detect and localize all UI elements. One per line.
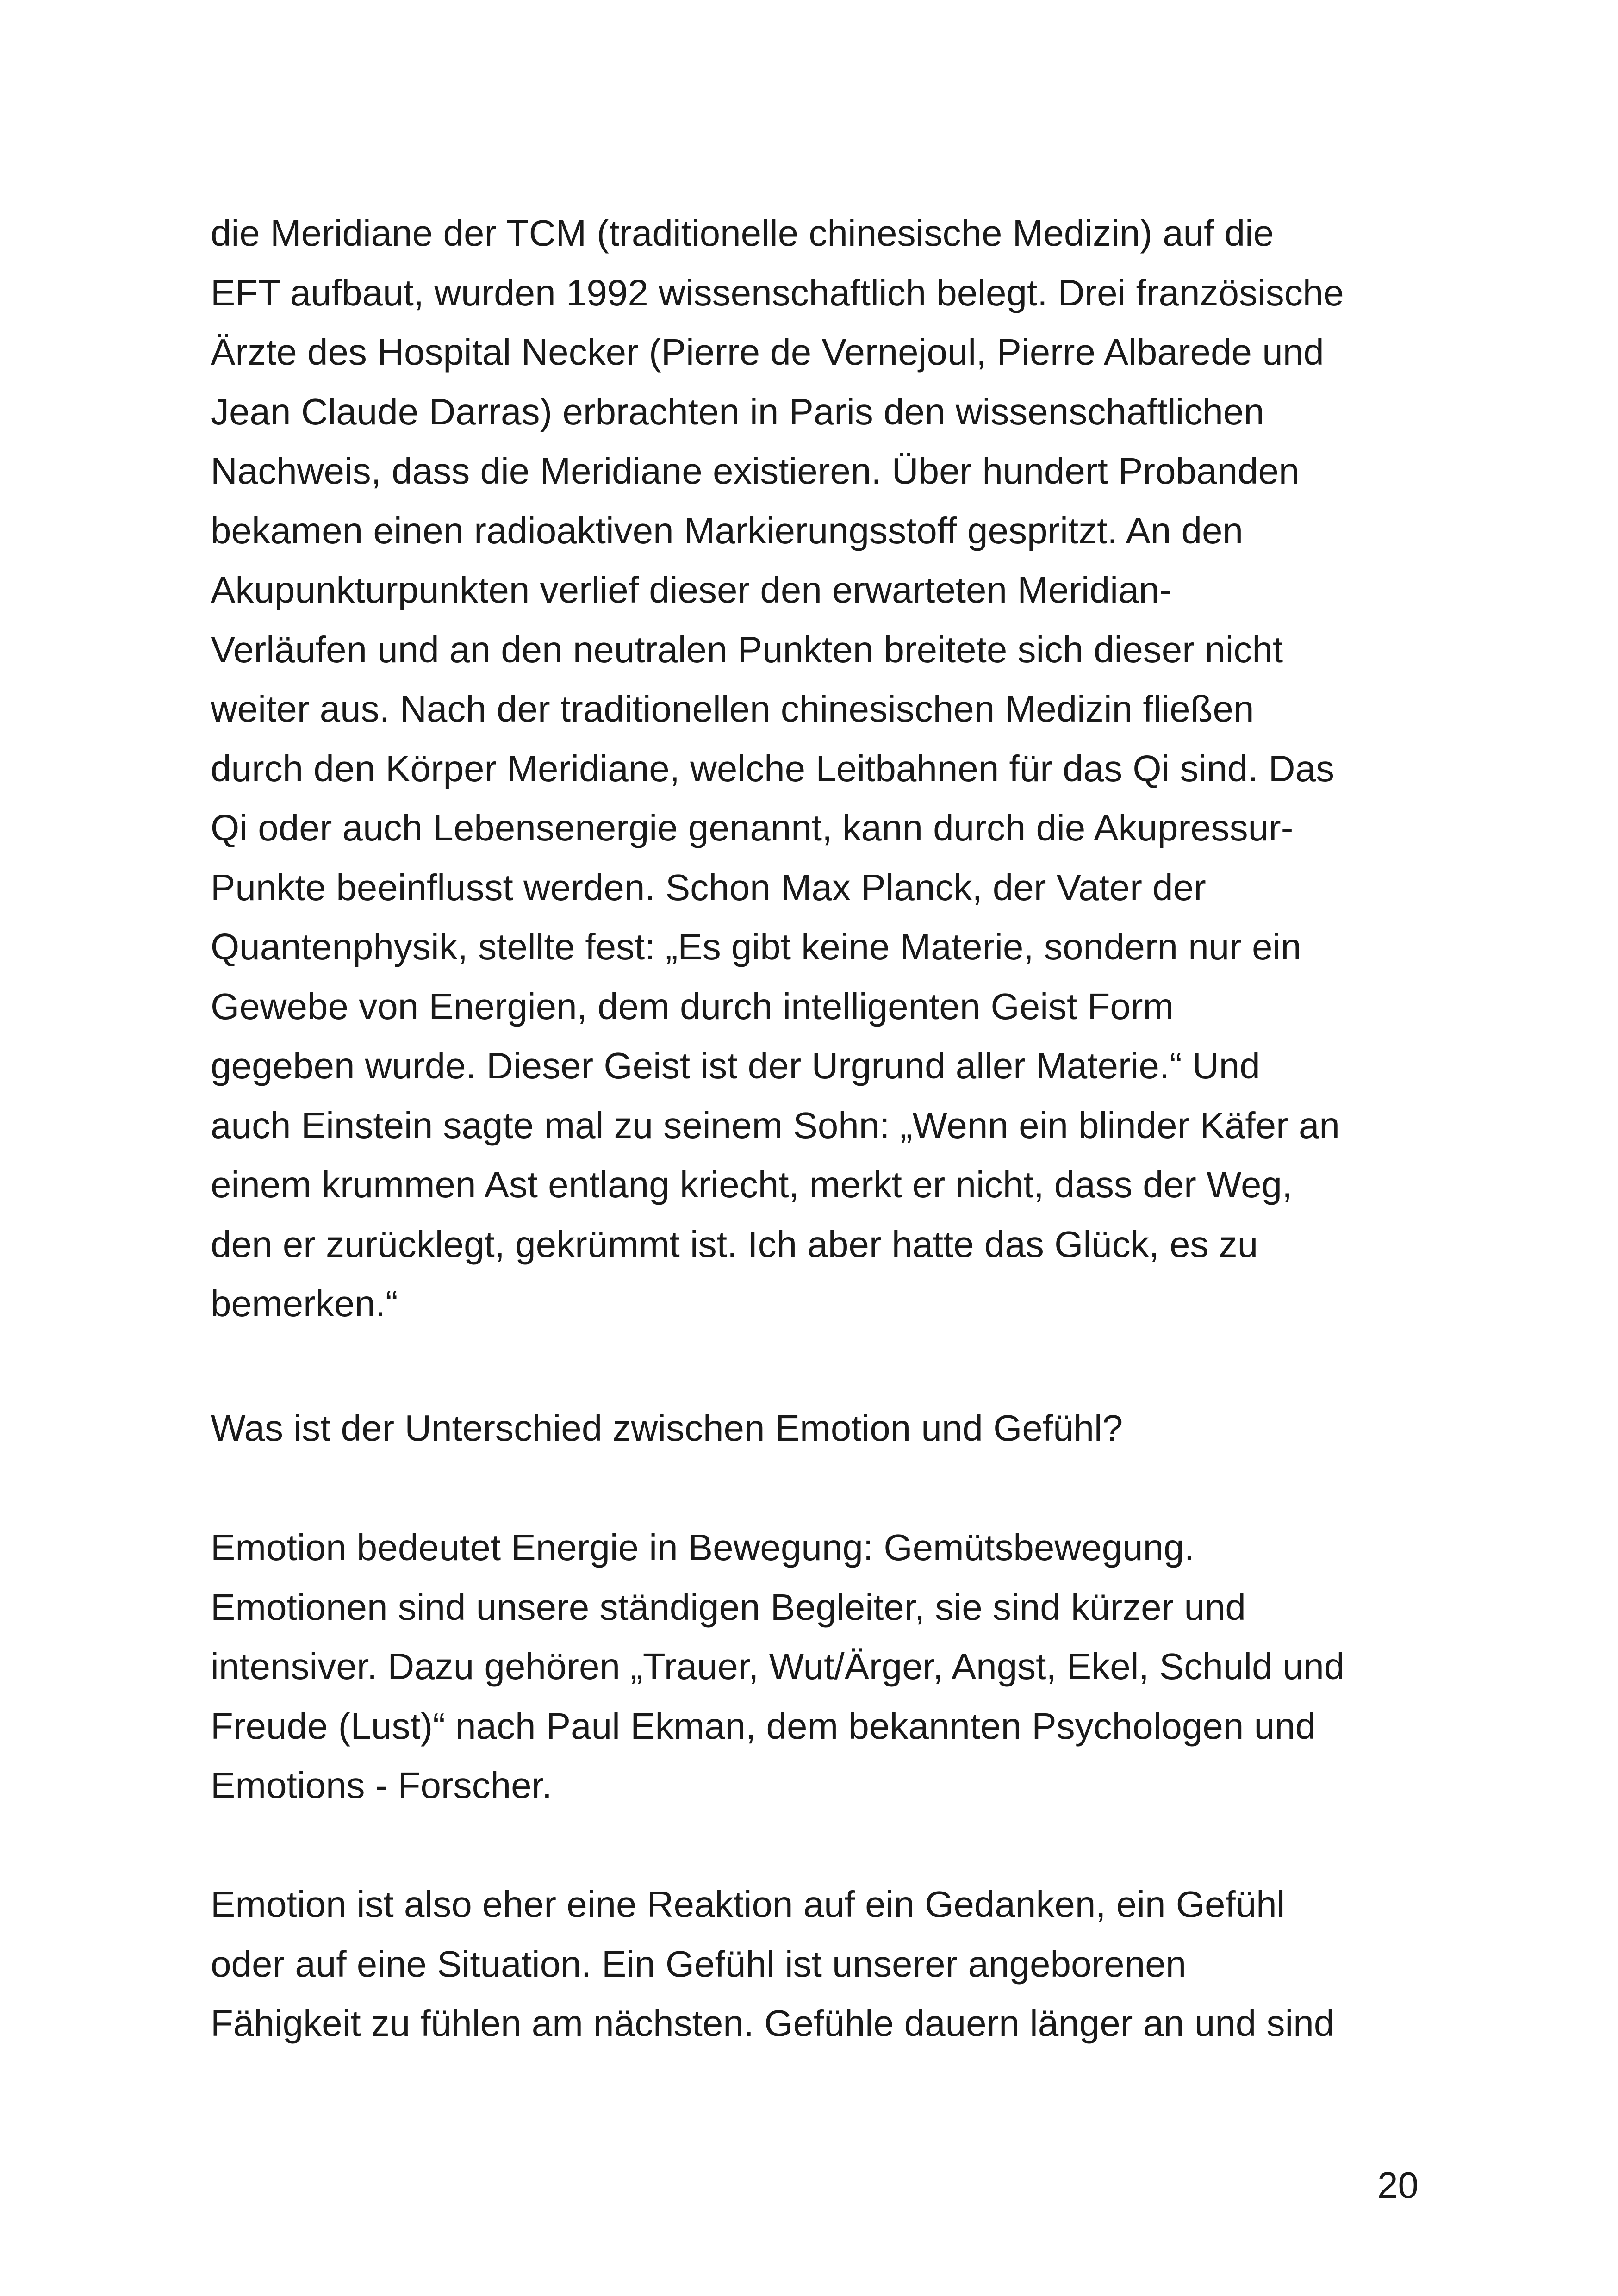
text-line: Nachweis, dass die Meridiane existieren. Über hundert Probanden (211, 450, 1300, 492)
text-line: intensiver. Dazu gehören „Trauer, Wut/Ärger, Angst, Ekel, Schuld und (211, 1646, 1345, 1687)
paragraph-emotion-definition (211, 1518, 1432, 1816)
page-number: 20 (1377, 2165, 1419, 2206)
text-line: den er zurücklegt, gekrümmt ist. Ich aber hatte das Glück, es zu (211, 1223, 1258, 1265)
text-line: Quantenphysik, stellte fest: „Es gibt keine Materie, sondern nur ein (211, 926, 1301, 967)
question-line: Was ist der Unterschied zwischen Emotion und Gefühl? (211, 1407, 1123, 1449)
text-line: die Meridiane der TCM (traditionelle chinesische Medizin) auf die (211, 212, 1274, 254)
text-line: weiter aus. Nach der traditionellen chinesischen Medizin fließen (211, 688, 1254, 729)
text-line: Fähigkeit zu fühlen am nächsten. Gefühle dauern länger an und sind (211, 2003, 1335, 2044)
paragraph-emotion-vs-feeling (211, 1875, 1432, 2053)
text-line: durch den Körper Meridiane, welche Leitbahnen für das Qi sind. Das (211, 747, 1335, 789)
text-line: Emotions - Forscher. (211, 1765, 553, 1806)
text-line: Emotion ist also eher eine Reaktion auf ein Gedanken, ein Gefühl (211, 1884, 1285, 1925)
text-line: EFT aufbaut, wurden 1992 wissenschaftlich belegt. Drei französische (211, 272, 1344, 313)
text-line: oder auf eine Situation. Ein Gefühl ist unserer angeborenen (211, 1943, 1187, 1985)
text-line: Verläufen und an den neutralen Punkten breitete sich dieser nicht (211, 628, 1283, 670)
text-line: Emotion bedeutet Energie in Bewegung: Gemütsbewegung. (211, 1527, 1195, 1568)
section-question (211, 1399, 1432, 1458)
text-line: Punkte beeinflusst werden. Schon Max Planck, der Vater der (211, 866, 1206, 908)
text-line: gegeben wurde. Dieser Geist ist der Urgrund aller Materie.“ Und (211, 1045, 1260, 1086)
text-line: Jean Claude Darras) erbrachten in Paris den wissenschaftlichen (211, 391, 1264, 432)
text-line: bekamen einen radioaktiven Markierungsstoff gespritzt. An den (211, 510, 1243, 551)
text-line: Emotionen sind unsere ständigen Begleiter, sie sind kürzer und (211, 1586, 1246, 1628)
text-line: auch Einstein sagte mal zu seinem Sohn: „Wenn ein blinder Käfer an (211, 1104, 1340, 1146)
text-line: einem krummen Ast entlang kriecht, merkt er nicht, dass der Weg, (211, 1164, 1293, 1205)
paragraph-meridians (211, 204, 1432, 1334)
text-line: Qi oder auch Lebensenergie genannt, kann durch die Akupressur- (211, 807, 1294, 848)
text-line: Akupunkturpunkten verlief dieser den erwarteten Meridian- (211, 569, 1172, 610)
text-line: bemerken.“ (211, 1283, 398, 1324)
text-line: Gewebe von Energien, dem durch intelligenten Geist Form (211, 985, 1174, 1027)
text-line: Ärzte des Hospital Necker (Pierre de Vernejoul, Pierre Albarede und (211, 331, 1324, 373)
text-line: Freude (Lust)“ nach Paul Ekman, dem bekannten Psychologen und (211, 1705, 1316, 1747)
